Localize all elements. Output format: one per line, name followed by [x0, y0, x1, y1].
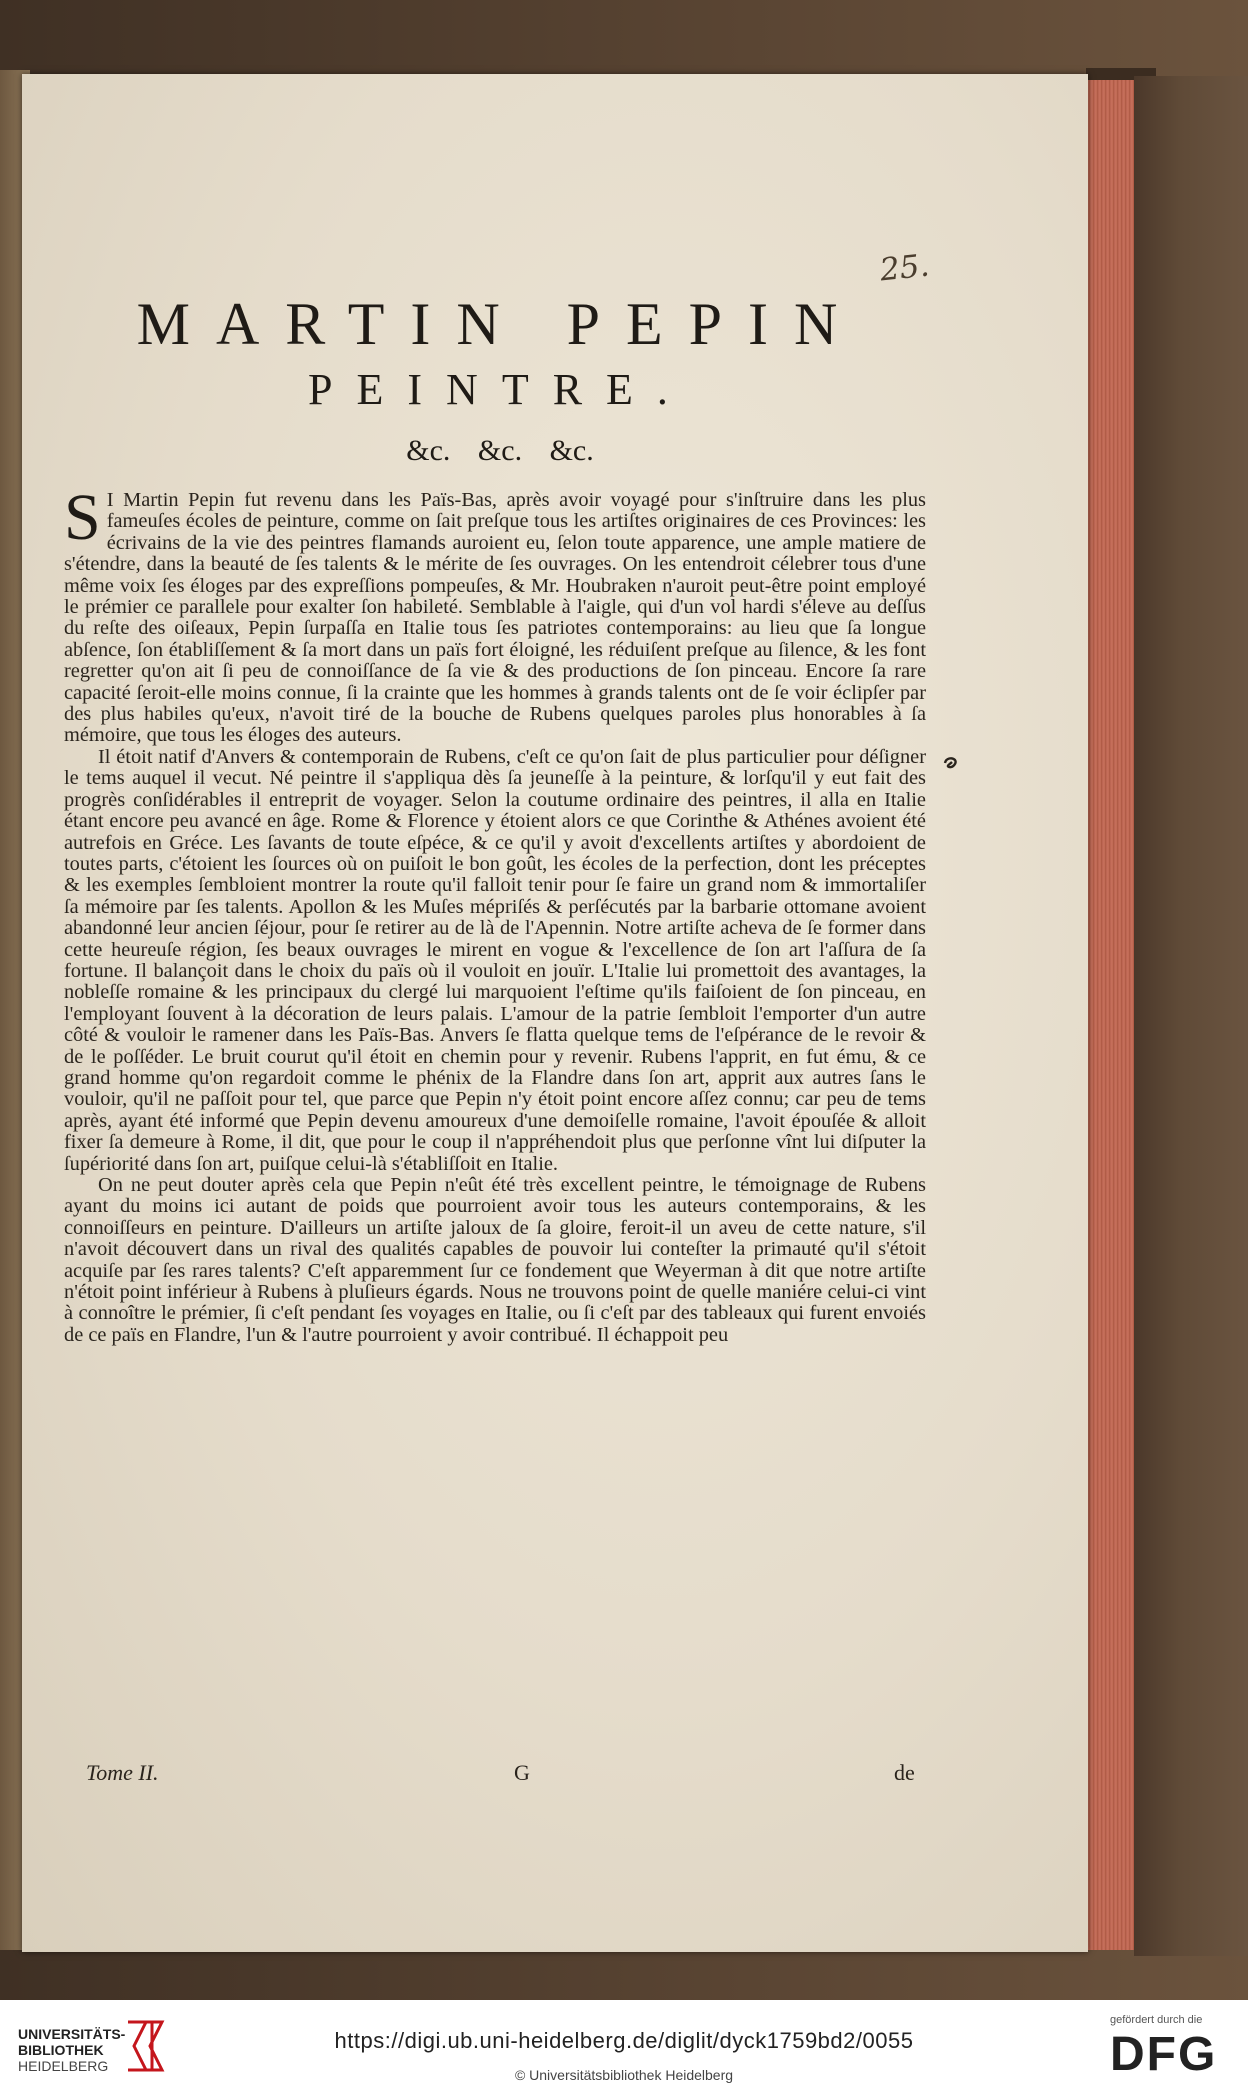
- library-name-line1: UNIVERSITÄTS-: [18, 2026, 126, 2042]
- book-cover: [1134, 76, 1248, 1956]
- footer-banner: [0, 2000, 1248, 2095]
- title-etc: &c. &c. &c.: [406, 434, 594, 467]
- book-page: [22, 74, 1088, 1952]
- ink-blot-icon: [942, 754, 958, 770]
- title-name: MARTIN PEPIN: [136, 291, 864, 357]
- library-name-line2: BIBLIOTHEK: [18, 2042, 104, 2058]
- title-profession: PEINTRE.: [308, 365, 692, 414]
- paragraph-3: On ne peut douter après cela que Pepin n'eût été très excellent peintre, le témoignage de Rubens ayant du moins ici autant de poids que pourroient avoir tous les auteurs contemporains, & les connoiſſeurs en peinture. D'ailleurs un artiſte jaloux de ſa gloire, feroit-il un aveu de cette nature, s'il n'avoit découvert dans un rival des qualités capables de pouvoir lui conteſter la primauté qu'il s'étoit acquiſe par ſes rares talents? C'eſt apparemment ſur ce fondement que Weyerman à dit que notre artiſte n'étoit point inférieur à Rubens à pluſieurs égards. Nous ne trouvons point de quelle maniére celui-ci vint à connoître le prémier, ſi c'eſt pendant ſes voyages en Italie, ou ſi c'eſt par des tableaux qui furent envoiés de ce païs en Flandre, l'un & l'autre pourroient y avoir contribué. Il échappoit peu: [64, 1174, 926, 1346]
- folio-number: 25.: [878, 247, 932, 289]
- volume-label: Tome II.: [86, 1760, 159, 1785]
- body-text: [64, 481, 926, 1346]
- dfg-logo[interactable]: DFG: [1110, 2028, 1218, 2081]
- page-block-edge: [1086, 80, 1134, 1950]
- catchword: de: [894, 1760, 915, 1785]
- paragraph-1: [64, 481, 926, 747]
- page-url[interactable]: https://digi.ub.uni-heidelberg.de/diglit/dyck1759bd2/0055: [334, 2028, 914, 2053]
- paragraph-2: Il étoit natif d'Anvers & contemporain de Rubens, c'eſt ce qu'on ſait de plus particulier pour déſigner le tems auquel il vecut. Né peintre il s'appliqua dès ſa jeuneſſe à la peinture, & lorſqu'il y eut fait des progrès conſidérables il entreprit de voyager. Selon la coutume ordinaire des peintres, il alla en Italie étant encore peu avancé en âge. Rome & Florence y étoient alors ce que Corinthe & Athénes avoient été autrefois en Gréce. Les ſavants de toute eſpéce, & ce qu'il y avoit d'excellents artiſtes y abordoient de toutes parts, c'étoient les ſources où on puiſoit le bon goût, les écoles de la perfection, dont les préceptes & les exemples ſembloient montrer la route qu'il falloit tenir pour ſe faire un grand nom & immortaliſer ſa mémoire par ſes talents. Apollon & les Muſes mépriſés & perſécutés par la barbarie ottomane avoient abandonné leur ancien ſéjour, pour ſe retirer au de là de l'Apennin. Notre artiſte acheva de ſe former dans cette heureuſe région, ſes beaux ouvrages le mirent en vogue & l'excellence de ſon art l'aſſura de ſa fortune. Il balançoit dans le choix du païs où il vouloit en jouïr. L'Italie lui promettoit des avantages, la nobleſſe romaine & les principaux du clergé lui marquoient l'eſtime qu'ils faiſoient de ſon pinceau, en l'employant ſouvent à la décoration de leurs palais. L'amour de la patrie ſembloit l'emporter d'un autre côté & vouloir le ramener dans les Païs-Bas. Anvers ſe flatta quelque tems de l'eſpérance de le revoir & de le poſſéder. Le bruit courut qu'il étoit en chemin pour y revenir. Rubens l'apprit, en fut ému, & ce grand homme qu'on regardoit comme le phénix de la Flandre dans ſon art, apprit aux autres ſans le vouloir, qu'il ne paſſoit pour tel, que parce que Pepin n'y étoit point encore aſſez connu; car peu de tems après, ayant été informé que Pepin devenu amoureux d'une demoiſelle romaine, l'avoit épouſée & alloit fixer ſa demeure à Rome, il dit, que pour le coup il n'appréhendoit plus que perſonne vînt lui diſputer la ſupériorité dans ſon art, puiſque celui-là s'établiſſoit en Italie.: [64, 745, 926, 1175]
- paragraph-1-text: I Martin Pepin fut revenu dans les Païs-Bas, après avoir voyagé pour s'inſtruire dans les plus fameuſes écoles de peinture, comme on ſait preſque tous les artiſtes originaires de ces Provinces: les écrivains de la vie des peintres flamands auroient eu, ſelon toute apparence, une ample matiere de s'étendre, dans la beauté de ſes talents & le mérite de ſes ouvrages. On les entendroit célebrer tous d'une même voix ſes éloges par des expreſſions pompeuſes, & Mr. Houbraken n'auroit peut-être point employé le prémier ce parallele pour exalter ſon habileté. Semblable à l'aigle, qui d'un vol hardi s'éleve au deſſus du reſte des oiſeaux, Pepin ſurpaſſa en Italie tous ſes patriotes contemporains: au lieu que ſa longue abſence, ſon établiſſement & ſa mort dans un païs fort éloigné, les réduiſent preſque au ſilence, & les font regretter qu'on ait ſi peu de connoiſſance de ſa vie & des productions de ſon pinceau. Encore ſa rare capacité ſeroit-elle moins connue, ſi la crainte que les hommes à grands talents ont de ſe voir éclipſer par des plus habiles qu'eux, n'avoit tiré de la bouche de Rubens quelques paroles plus honorables à ſa mémoire, que tous les éloges des auteurs.: [64, 489, 926, 747]
- library-name-line3: HEIDELBERG: [18, 2058, 109, 2074]
- drop-cap: S: [64, 481, 101, 554]
- signature-mark: G: [514, 1760, 530, 1785]
- copyright-notice: © Universitätsbibliothek Heidelberg: [514, 2067, 734, 2083]
- funding-note: gefördert durch die: [1110, 2014, 1203, 2026]
